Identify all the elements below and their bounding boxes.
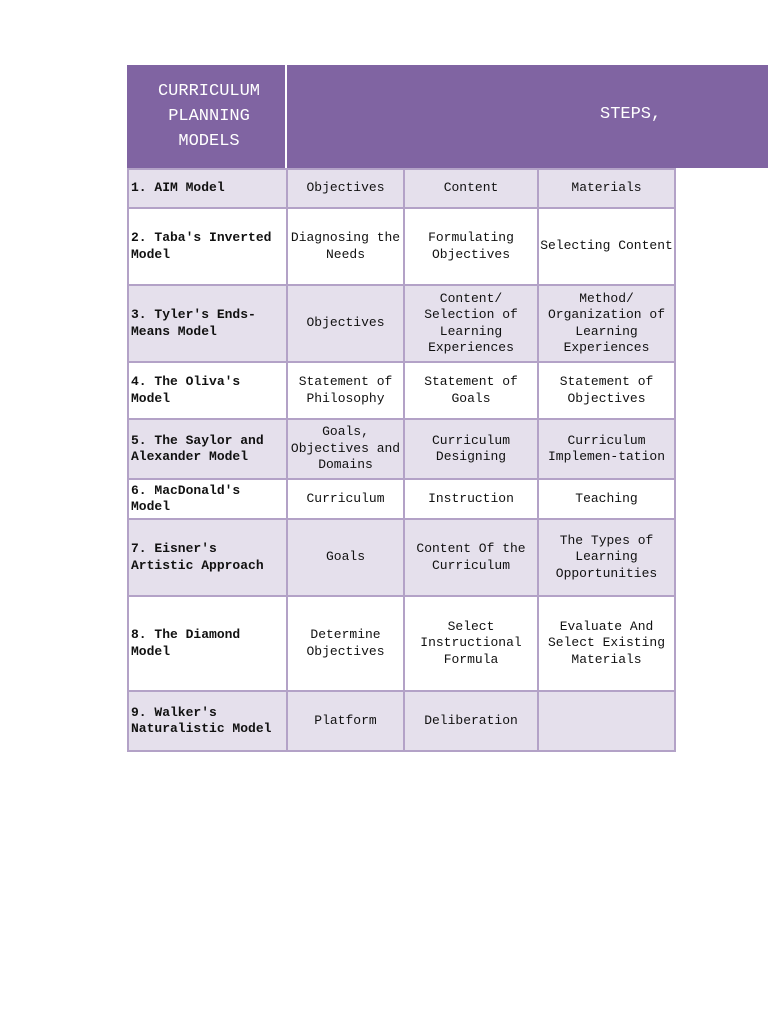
table-row	[128, 519, 675, 596]
model-name-cell: 4. The Oliva's Model	[128, 362, 287, 419]
step-cell: Materials	[538, 169, 675, 208]
table-row	[128, 479, 675, 519]
models-header-line-2: PLANNING	[168, 107, 250, 126]
step-cell: Determine Objectives	[287, 596, 404, 691]
steps-header-label: STEPS,	[600, 105, 662, 124]
step-cell: Evaluate And Select Existing Materials	[538, 596, 675, 691]
step-cell: Curriculum Implemen-tation	[538, 419, 675, 479]
models-header-line-3: MODELS	[178, 132, 240, 151]
model-name-cell: 1. AIM Model	[128, 169, 287, 208]
curriculum-models-table	[127, 168, 676, 752]
step-cell: Diagnosing the Needs	[287, 208, 404, 285]
step-cell: Objectives	[287, 285, 404, 362]
step-cell: Objectives	[287, 169, 404, 208]
table-row	[128, 691, 675, 751]
models-column-header	[127, 65, 285, 168]
step-cell: Content	[404, 169, 538, 208]
step-cell: Goals, Objectives and Domains	[287, 419, 404, 479]
model-name-cell: 7. Eisner's Artistic Approach	[128, 519, 287, 596]
table-row	[128, 596, 675, 691]
table-row	[128, 419, 675, 479]
step-cell: Formulating Objectives	[404, 208, 538, 285]
model-name-cell: 6. MacDonald's Model	[128, 479, 287, 519]
models-header-line-1: CURRICULUM	[157, 82, 261, 101]
step-cell: Selecting Content	[538, 208, 675, 285]
table-row	[128, 208, 675, 285]
step-cell: Statement of Objectives	[538, 362, 675, 419]
step-cell: Content Of the Curriculum	[404, 519, 538, 596]
step-cell: Instruction	[404, 479, 538, 519]
model-name-cell: 8. The Diamond Model	[128, 596, 287, 691]
step-cell: Goals	[287, 519, 404, 596]
model-name-cell: 2. Taba's Inverted Model	[128, 208, 287, 285]
step-cell: Platform	[287, 691, 404, 751]
step-cell: Teaching	[538, 479, 675, 519]
step-cell: Statement of Philosophy	[287, 362, 404, 419]
model-name-cell: 9. Walker's Naturalistic Model	[128, 691, 287, 751]
model-name-cell: 3. Tyler's Ends-Means Model	[128, 285, 287, 362]
table-row	[128, 169, 675, 208]
table-row	[128, 285, 675, 362]
step-cell: Content/ Selection of Learning Experiences	[404, 285, 538, 362]
step-cell: Method/ Organization of Learning Experiences	[538, 285, 675, 362]
steps-column-header	[287, 65, 768, 168]
step-cell	[538, 691, 675, 751]
table-row	[128, 362, 675, 419]
step-cell: Deliberation	[404, 691, 538, 751]
step-cell: Statement of Goals	[404, 362, 538, 419]
step-cell: Curriculum	[287, 479, 404, 519]
model-name-cell: 5. The Saylor and Alexander Model	[128, 419, 287, 479]
step-cell: The Types of Learning Opportunities	[538, 519, 675, 596]
step-cell: Select Instructional Formula	[404, 596, 538, 691]
step-cell: Curriculum Designing	[404, 419, 538, 479]
